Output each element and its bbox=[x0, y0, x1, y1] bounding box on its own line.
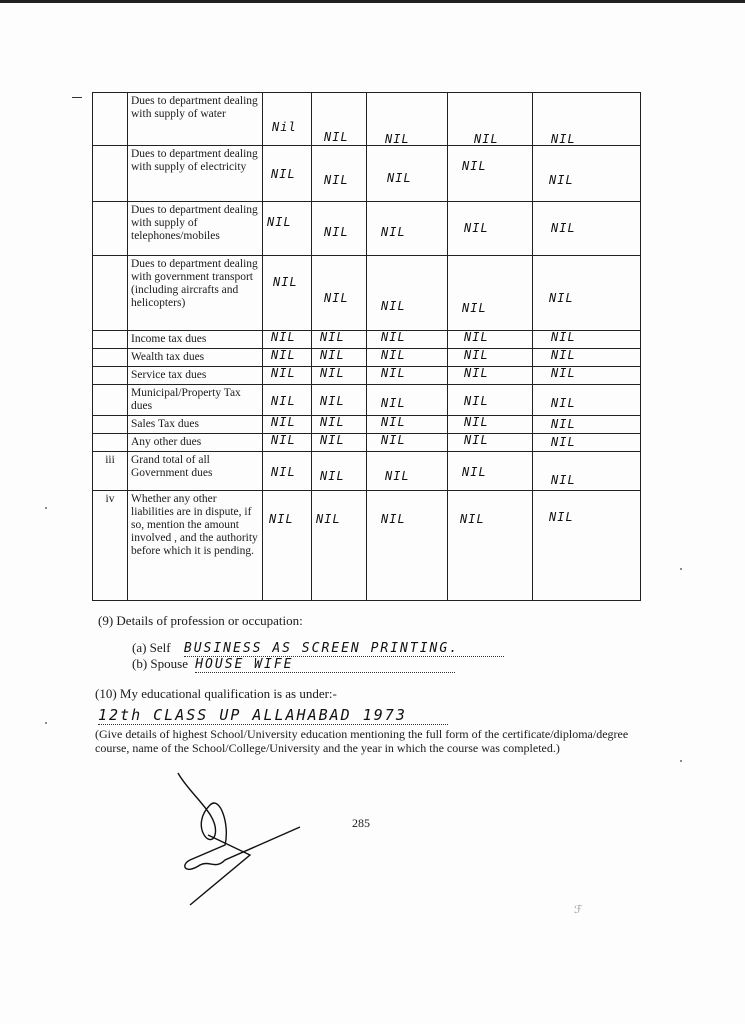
handwritten-value: NIL bbox=[464, 348, 489, 362]
row-number bbox=[93, 367, 128, 385]
handwritten-value: NIL bbox=[464, 394, 489, 408]
handwritten-value: NIL bbox=[549, 173, 574, 187]
handwritten-value: NIL bbox=[551, 366, 576, 380]
value-cell bbox=[367, 93, 448, 146]
margin-mark bbox=[72, 97, 82, 98]
value-cell bbox=[263, 146, 312, 202]
dues-table bbox=[92, 92, 641, 601]
value-cell bbox=[533, 349, 641, 367]
value-cell bbox=[263, 491, 312, 601]
margin-dot bbox=[680, 568, 682, 570]
handwritten-value: NIL bbox=[464, 221, 489, 235]
row-description: Service tax dues bbox=[128, 367, 263, 385]
table-row bbox=[93, 202, 641, 256]
handwritten-value: NIL bbox=[320, 330, 345, 344]
value-cell bbox=[263, 416, 312, 434]
spouse-occupation-value: HOUSE WIFE bbox=[195, 657, 455, 673]
value-cell bbox=[448, 256, 533, 331]
handwritten-value: NIL bbox=[460, 512, 485, 526]
handwritten-value: NIL bbox=[271, 415, 296, 429]
handwritten-value: NIL bbox=[273, 275, 298, 289]
value-cell bbox=[533, 256, 641, 331]
value-cell bbox=[533, 385, 641, 416]
value-cell bbox=[533, 416, 641, 434]
handwritten-value: NIL bbox=[271, 330, 296, 344]
value-cell bbox=[367, 385, 448, 416]
row-number: iv bbox=[93, 491, 128, 601]
value-cell bbox=[448, 416, 533, 434]
value-cell bbox=[367, 434, 448, 452]
row-number bbox=[93, 331, 128, 349]
value-cell bbox=[263, 452, 312, 491]
row-number bbox=[93, 416, 128, 434]
row-description: Dues to department dealing with government transport (including aircrafts and helicopters) bbox=[128, 256, 263, 331]
handwritten-value: NIL bbox=[551, 417, 576, 431]
value-cell bbox=[263, 385, 312, 416]
table-row bbox=[93, 452, 641, 491]
faint-margin-mark: ℱ bbox=[574, 904, 583, 916]
handwritten-value: NIL bbox=[464, 415, 489, 429]
value-cell bbox=[312, 434, 367, 452]
value-cell bbox=[533, 93, 641, 146]
handwritten-value: NIL bbox=[271, 394, 296, 408]
table-row bbox=[93, 416, 641, 434]
value-cell bbox=[312, 256, 367, 331]
handwritten-value: NIL bbox=[324, 130, 349, 144]
page-number: 285 bbox=[352, 816, 370, 830]
value-cell bbox=[533, 146, 641, 202]
handwritten-value: NIL bbox=[385, 132, 410, 146]
margin-dot bbox=[45, 507, 47, 509]
value-cell bbox=[448, 491, 533, 601]
row-number bbox=[93, 349, 128, 367]
signature bbox=[170, 765, 310, 915]
page-top-border bbox=[0, 0, 745, 3]
value-cell bbox=[448, 331, 533, 349]
value-cell bbox=[533, 491, 641, 601]
row-description: Dues to department dealing with supply of electricity bbox=[128, 146, 263, 202]
handwritten-value: NIL bbox=[551, 435, 576, 449]
table-row bbox=[93, 491, 641, 601]
handwritten-value: NIL bbox=[320, 394, 345, 408]
value-cell bbox=[263, 434, 312, 452]
handwritten-value: NIL bbox=[551, 221, 576, 235]
row-number bbox=[93, 434, 128, 452]
education-instructions: (Give details of highest School/University education mentioning the full form of the certificate/diploma/degree course, name of the School/College/University and the year in which the course was completed.) bbox=[95, 727, 629, 755]
row-description: Wealth tax dues bbox=[128, 349, 263, 367]
handwritten-value: NIL bbox=[549, 510, 574, 524]
value-cell bbox=[367, 349, 448, 367]
handwritten-value: NIL bbox=[462, 465, 487, 479]
handwritten-value: NIL bbox=[271, 167, 296, 181]
handwritten-value: NIL bbox=[464, 433, 489, 447]
value-cell bbox=[533, 331, 641, 349]
margin-dot bbox=[680, 760, 682, 762]
handwritten-value: NIL bbox=[271, 366, 296, 380]
self-occupation-value: BUSINESS AS SCREEN PRINTING. bbox=[184, 641, 504, 657]
value-cell bbox=[533, 367, 641, 385]
section-9-heading: (9) Details of profession or occupation: bbox=[98, 613, 303, 628]
education-line bbox=[98, 706, 448, 725]
table-row bbox=[93, 331, 641, 349]
value-cell bbox=[312, 452, 367, 491]
handwritten-value: NIL bbox=[271, 348, 296, 362]
handwritten-value: NIL bbox=[381, 512, 406, 526]
value-cell bbox=[367, 416, 448, 434]
value-cell bbox=[533, 434, 641, 452]
row-description: Income tax dues bbox=[128, 331, 263, 349]
handwritten-value: NIL bbox=[381, 415, 406, 429]
value-cell bbox=[263, 93, 312, 146]
value-cell bbox=[448, 367, 533, 385]
spouse-label: (b) Spouse bbox=[132, 656, 188, 671]
value-cell bbox=[312, 146, 367, 202]
handwritten-value: NIL bbox=[551, 132, 576, 146]
table-row bbox=[93, 93, 641, 146]
table-row bbox=[93, 367, 641, 385]
handwritten-value: NIL bbox=[462, 301, 487, 315]
value-cell bbox=[312, 385, 367, 416]
section-10-heading: (10) My educational qualification is as under:- bbox=[95, 686, 337, 701]
education-value: 12th CLASS UP ALLAHABAD 1973 bbox=[98, 706, 448, 725]
handwritten-value: NIL bbox=[320, 469, 345, 483]
handwritten-value: NIL bbox=[464, 366, 489, 380]
value-cell bbox=[367, 256, 448, 331]
row-description: Dues to department dealing with supply of telephones/mobiles bbox=[128, 202, 263, 256]
row-description: Municipal/Property Tax dues bbox=[128, 385, 263, 416]
value-cell bbox=[263, 331, 312, 349]
handwritten-value: NIL bbox=[385, 469, 410, 483]
value-cell bbox=[312, 93, 367, 146]
value-cell bbox=[533, 452, 641, 491]
handwritten-value: NIL bbox=[551, 396, 576, 410]
value-cell bbox=[367, 146, 448, 202]
handwritten-value: NIL bbox=[551, 348, 576, 362]
self-label: (a) Self bbox=[132, 640, 171, 655]
row-number bbox=[93, 385, 128, 416]
value-cell bbox=[448, 93, 533, 146]
margin-dot bbox=[45, 722, 47, 724]
handwritten-value: NIL bbox=[381, 330, 406, 344]
handwritten-value: NIL bbox=[320, 348, 345, 362]
handwritten-value: NIL bbox=[549, 291, 574, 305]
value-cell bbox=[263, 349, 312, 367]
value-cell bbox=[448, 349, 533, 367]
row-description: Sales Tax dues bbox=[128, 416, 263, 434]
value-cell bbox=[448, 202, 533, 256]
value-cell bbox=[367, 202, 448, 256]
handwritten-value: NIL bbox=[464, 330, 489, 344]
handwritten-value: NIL bbox=[324, 291, 349, 305]
table-row bbox=[93, 146, 641, 202]
spouse-occupation-line bbox=[132, 656, 455, 673]
row-number bbox=[93, 256, 128, 331]
value-cell bbox=[367, 367, 448, 385]
handwritten-value: NIL bbox=[271, 433, 296, 447]
handwritten-value: NIL bbox=[551, 330, 576, 344]
handwritten-value: NIL bbox=[381, 348, 406, 362]
handwritten-value: NIL bbox=[381, 225, 406, 239]
value-cell bbox=[312, 416, 367, 434]
handwritten-value: NIL bbox=[381, 299, 406, 313]
handwritten-value: NIL bbox=[320, 366, 345, 380]
row-description: Grand total of all Government dues bbox=[128, 452, 263, 491]
handwritten-value: NIL bbox=[320, 415, 345, 429]
handwritten-value: NIL bbox=[324, 225, 349, 239]
value-cell bbox=[367, 452, 448, 491]
handwritten-value: NIL bbox=[269, 512, 294, 526]
value-cell bbox=[263, 256, 312, 331]
handwritten-value: Nil bbox=[272, 120, 297, 134]
row-number bbox=[93, 93, 128, 146]
value-cell bbox=[367, 491, 448, 601]
handwritten-value: NIL bbox=[381, 433, 406, 447]
table-row bbox=[93, 434, 641, 452]
value-cell bbox=[263, 367, 312, 385]
value-cell bbox=[263, 202, 312, 256]
handwritten-value: NIL bbox=[551, 473, 576, 487]
value-cell bbox=[367, 331, 448, 349]
value-cell bbox=[448, 452, 533, 491]
handwritten-value: NIL bbox=[320, 433, 345, 447]
handwritten-value: NIL bbox=[381, 396, 406, 410]
row-description: Dues to department dealing with supply of water bbox=[128, 93, 263, 146]
value-cell bbox=[448, 146, 533, 202]
value-cell bbox=[312, 331, 367, 349]
handwritten-value: NIL bbox=[316, 512, 341, 526]
value-cell bbox=[312, 367, 367, 385]
handwritten-value: NIL bbox=[324, 173, 349, 187]
value-cell bbox=[448, 385, 533, 416]
value-cell bbox=[312, 202, 367, 256]
row-description: Any other dues bbox=[128, 434, 263, 452]
row-number bbox=[93, 202, 128, 256]
table-row bbox=[93, 349, 641, 367]
table-row bbox=[93, 256, 641, 331]
value-cell bbox=[312, 491, 367, 601]
row-description: Whether any other liabilities are in dispute, if so, mention the amount involved , and the authority before which it is pending. bbox=[128, 491, 263, 601]
handwritten-value: NIL bbox=[387, 171, 412, 185]
row-number bbox=[93, 146, 128, 202]
handwritten-value: NIL bbox=[474, 132, 499, 146]
self-occupation-line bbox=[132, 640, 504, 657]
row-number: iii bbox=[93, 452, 128, 491]
handwritten-value: NIL bbox=[381, 366, 406, 380]
value-cell bbox=[312, 349, 367, 367]
handwritten-value: NIL bbox=[271, 465, 296, 479]
value-cell bbox=[533, 202, 641, 256]
table-row bbox=[93, 385, 641, 416]
handwritten-value: NIL bbox=[267, 215, 292, 229]
handwritten-value: NIL bbox=[462, 159, 487, 173]
value-cell bbox=[448, 434, 533, 452]
